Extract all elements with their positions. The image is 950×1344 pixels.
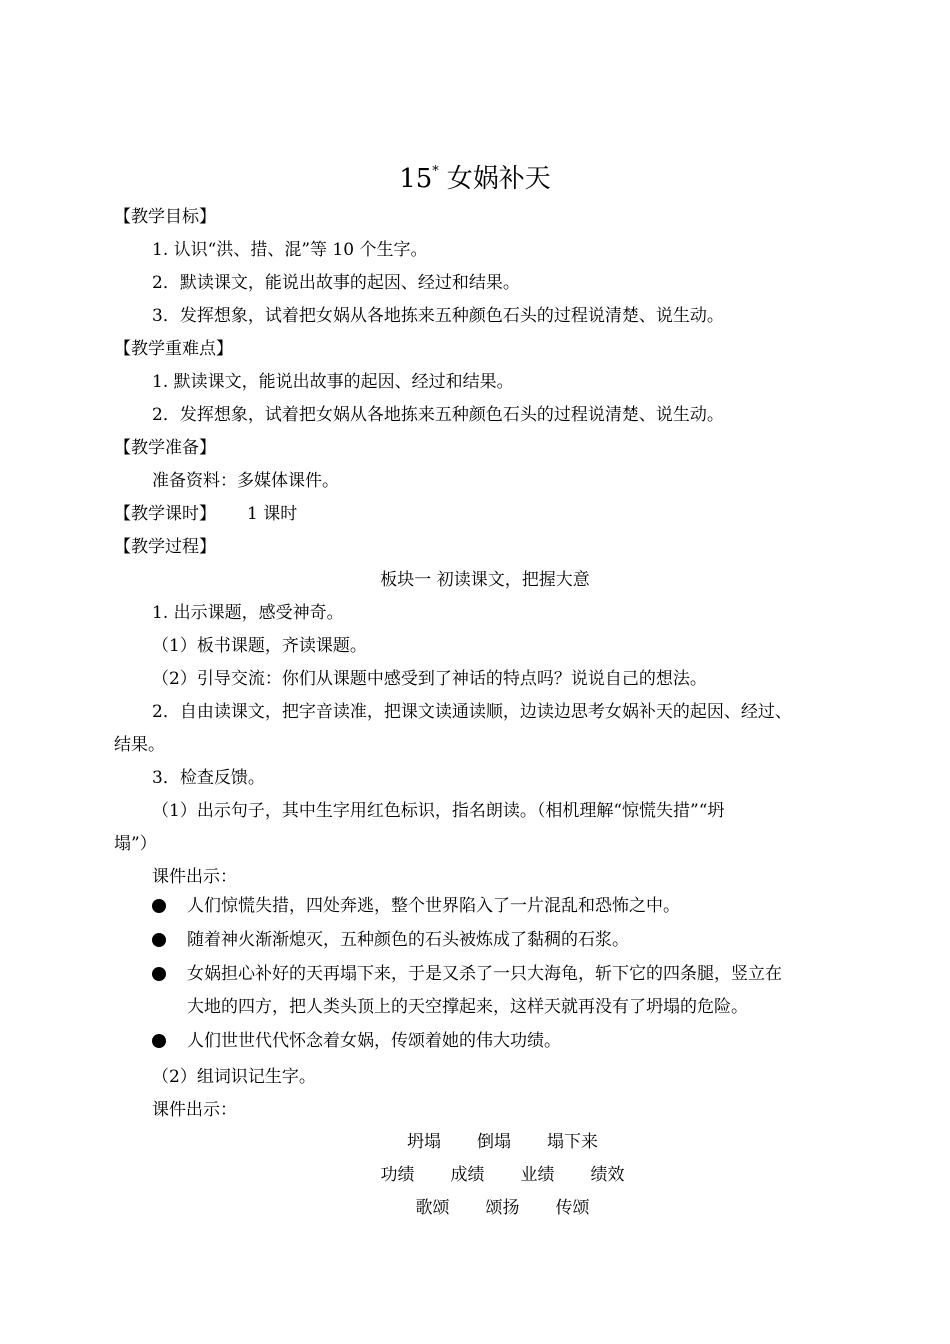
step-3-2: （2）组词识记生字。 xyxy=(152,1067,316,1087)
bullet-sentence: 人们惊慌失措，四处奔逃，整个世界陷入了一片混乱和恐怖之中。 xyxy=(187,896,680,916)
step-1-1: （1）板书课题，齐读课题。 xyxy=(152,636,367,656)
bullet-icon xyxy=(152,1034,166,1048)
section-title: 板块一 初读课文，把握大意 xyxy=(380,570,590,590)
page-title xyxy=(0,154,950,197)
step-3-1-line2: 塌”） xyxy=(114,834,157,854)
class-hours-heading: 【教学课时】 xyxy=(114,504,216,524)
word: 绩效 xyxy=(590,1165,625,1185)
word: 坍塌 xyxy=(407,1132,441,1152)
word: 颂扬 xyxy=(485,1198,520,1218)
bullet-sentence: 随着神火渐渐熄灭，五种颜色的石头被炼成了黏稠的石浆。 xyxy=(187,930,629,950)
preparation-text: 准备资料：多媒体课件。 xyxy=(152,471,339,491)
key-point-item: 1. 默读课文，能说出故事的起因、经过和结果。 xyxy=(152,372,514,392)
word: 功绩 xyxy=(380,1165,415,1185)
step-3-1-line1: （1）出示句子，其中生字用红色标识，指名朗读。（相机理解“惊慌失措”“坍 xyxy=(152,801,725,821)
lesson-number: 15 xyxy=(399,164,433,194)
lesson-star: * xyxy=(432,164,439,179)
bullet-sentence-continued: 大地的四方，把人类头顶上的天空撑起来，这样天就再没有了坍塌的危险。 xyxy=(187,997,748,1017)
word-group-row xyxy=(0,1197,950,1219)
lesson-title: 女娲补天 xyxy=(446,164,551,194)
objective-item: 3．发挥想象，试着把女娲从各地拣来五种颜色石头的过程说清楚、说生动。 xyxy=(152,306,724,326)
key-point-item: 2．发挥想象，试着把女娲从各地拣来五种颜色石头的过程说清楚、说生动。 xyxy=(152,405,724,425)
word: 成绩 xyxy=(450,1165,485,1185)
bullet-icon xyxy=(152,967,166,981)
word: 倒塌 xyxy=(477,1132,511,1152)
word-group-row xyxy=(0,1164,950,1186)
word: 业绩 xyxy=(520,1165,555,1185)
objective-item: 2．默读课文，能说出故事的起因、经过和结果。 xyxy=(152,273,520,293)
word-group-row xyxy=(0,1131,950,1153)
step-1: 1. 出示课题，感受神奇。 xyxy=(152,603,344,623)
process-heading: 【教学过程】 xyxy=(114,537,216,557)
word: 歌颂 xyxy=(415,1198,450,1218)
class-hours-text: 1 课时 xyxy=(247,504,298,524)
bullet-icon xyxy=(152,899,166,913)
objectives-heading: 【教学目标】 xyxy=(114,207,216,227)
word: 传颂 xyxy=(555,1198,590,1218)
preparation-heading: 【教学准备】 xyxy=(114,438,216,458)
step-2-line1: 2．自由读课文，把字音读准，把课文读通读顺，边读边思考女娲补天的起因、经过、 xyxy=(152,702,792,722)
bullet-sentence: 女娲担心补好的天再塌下来，于是又杀了一只大海龟，斩下它的四条腿，竖立在 xyxy=(187,964,782,984)
courseware-label: 课件出示： xyxy=(152,1100,237,1120)
bullet-sentence: 人们世世代代怀念着女娲，传颂着她的伟大功绩。 xyxy=(187,1031,561,1051)
word: 塌下来 xyxy=(547,1132,598,1152)
step-3: 3．检查反馈。 xyxy=(152,768,265,788)
key-points-heading: 【教学重难点】 xyxy=(114,339,233,359)
courseware-label: 课件出示： xyxy=(152,867,237,887)
step-1-2: （2）引导交流：你们从课题中感受到了神话的特点吗？说说自己的想法。 xyxy=(152,669,707,689)
bullet-icon xyxy=(152,933,166,947)
step-2-line2: 结果。 xyxy=(114,735,165,755)
objective-item: 1. 认识“洪、措、混”等 10 个生字。 xyxy=(152,240,428,260)
